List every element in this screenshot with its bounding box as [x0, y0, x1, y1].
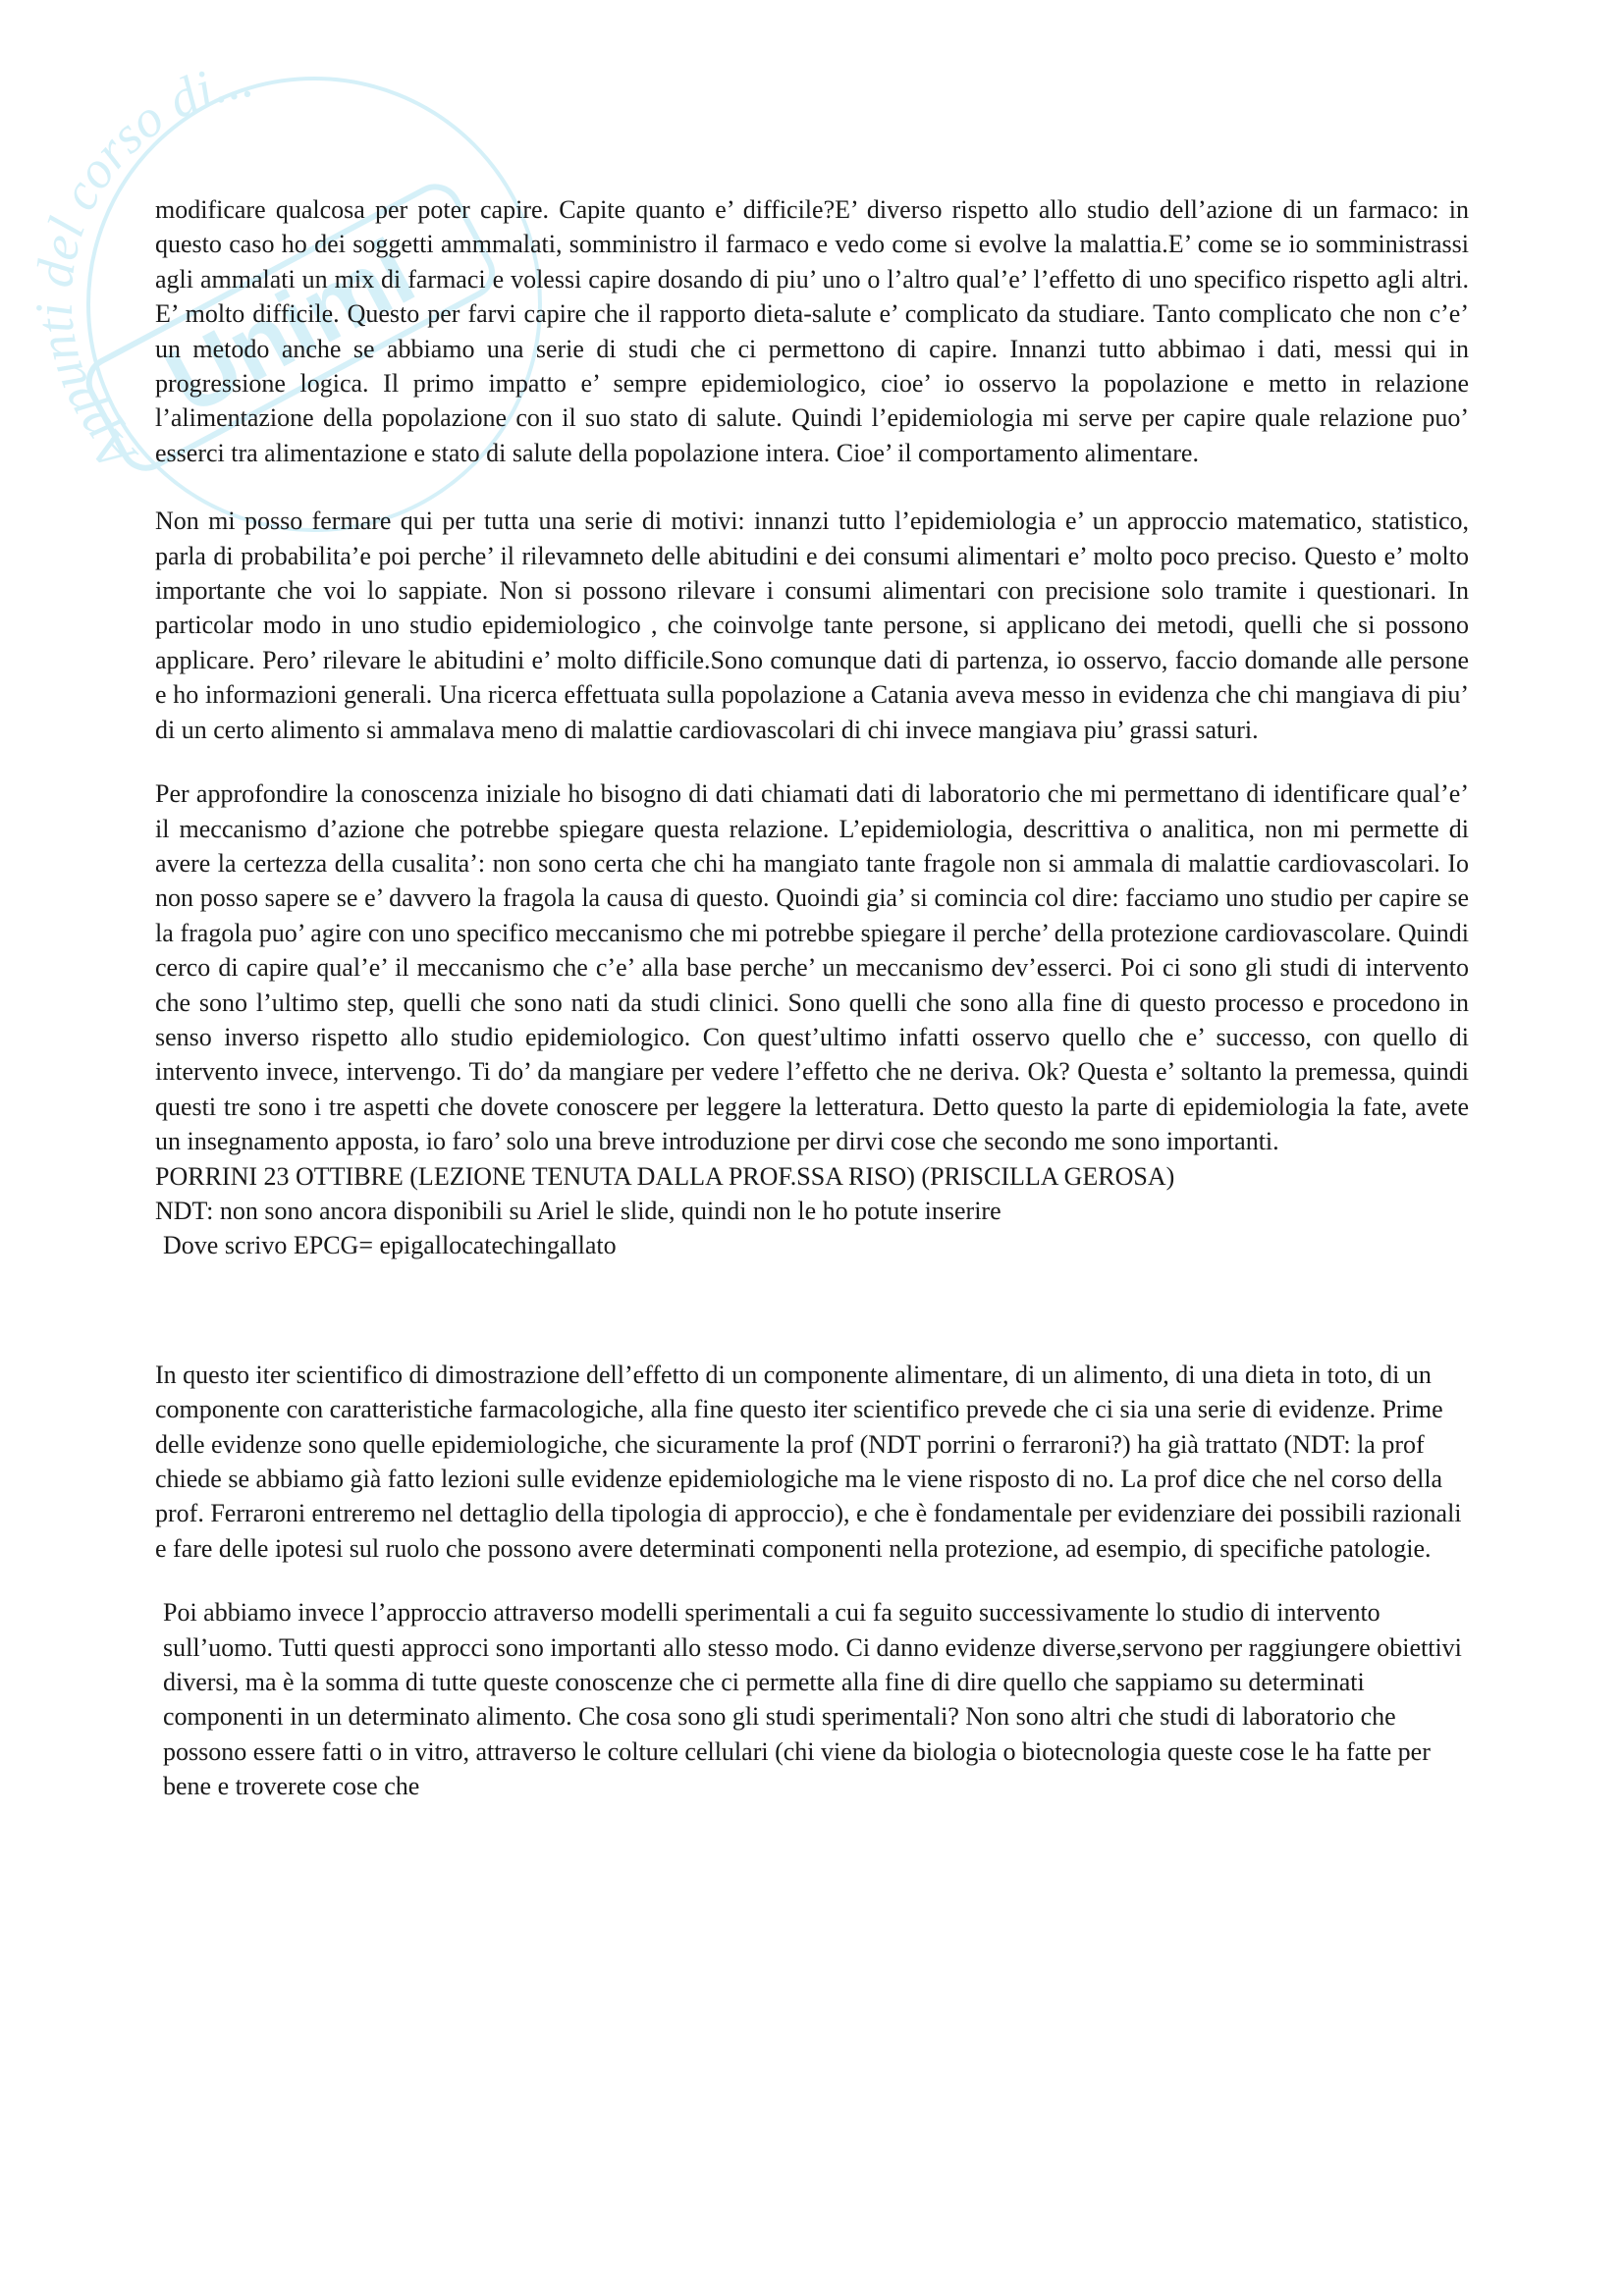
document-body [155, 192, 1469, 1804]
paragraph-2: Non mi posso fermare qui per tutta una serie di motivi: innanzi tutto l’epidemiologia e’ un approccio matematico, statistico, parla di probabilita’e poi perche’ il rilevamneto delle abitudini e dei consumi alimentari e’ molto poco preciso. Questo e’ molto importante che voi lo sappiate. Non si possono rilevare i consumi alimentari con precisione solo tramite i questionari. In particolar modo in uno studio epidemiologico , che coinvolge tante persone, si applicano dei metodi, quelli che si possono applicare. Pero’ rilevare le abitudini e’ molto difficile.Sono comunque dati di partenza, io osservo, faccio domande alle persone e ho informazioni generali. Una ricerca effettuata sulla popolazione a Catania aveva messo in evidenza che chi mangiava di piu’ di un certo alimento si ammalava meno di malattie cardiovascolari di chi invece mangiava piu’ grassi saturi. [155, 507, 1469, 744]
watermark-logo-text: Unimi [149, 219, 431, 435]
ndt-note: NDT: non sono ancora disponibili su Ariel le slide, quindi non le ho potute inserire [155, 1196, 1001, 1225]
watermark-ring-text: Appunti del corso di... [24, 48, 257, 485]
lecture-heading: PORRINI 23 OTTIBRE (LEZIONE TENUTA DALLA PROF.SSA RISO) (PRISCILLA GEROSA) [155, 1161, 1175, 1191]
paragraph-1: modificare qualcosa per poter capire. Capite quanto e’ difficile?E’ diverso rispetto allo studio dell’azione di un farmaco: in questo caso ho dei soggetti ammmalati, somministro il farmaco e vedo come si evolve la malattia.E’ come se io somministrassi agli ammalati un mix di farmaci e volessi capire dosando di piu’ uno o l’altro qual’e’ l’effetto di uno specifico rispetto agli altri. E’ molto difficile. Questo per farvi capire che il rapporto dieta-salute e’ complicato da studiare. Tanto complicato che non c’e’ un metodo anche se abbiamo una serie di studi che ci permettono di capire. Innanzi tutto abbimao i dati, messi qui in progressione logica. Il primo impatto e’ sempre epidemiologico, cioe’ io osservo la popolazione e metto in relazione l’alimentazione della popolazione con il suo stato di salute. Quindi l’epidemiologia mi serve per capire quale relazione puo’ esserci tra alimentazione e stato di salute della popolazione intera. Cioe’ il comportamento alimentare. [155, 195, 1469, 467]
paragraph-4: In questo iter scientifico di dimostrazione dell’effetto di un componente alimentare, di un alimento, di una dieta in toto, di un componente con caratteristiche farmacologiche, alla fine questo iter scientifico prevede che ci sia una serie di evidenze. Prime delle evidenze sono quelle epidemiologiche, che sicuramente la prof (NDT porrini o ferraroni?) ha già trattato (NDT: la prof chiede se abbiamo già fatto lezioni sulle evidenze epidemiologiche ma le viene risposto di no. La prof dice che nel corso della prof. Ferraroni entreremo nel dettaglio della tipologia di approccio), e che è fondamentale per evidenziare dei possibili razionali e fare delle ipotesi sul ruolo che possono avere determinati componenti nella protezione, ad esempio, di specifiche patologie. [155, 1360, 1462, 1563]
paragraph-5: Poi abbiamo invece l’approccio attraverso modelli sperimentali a cui fa seguito successivamente lo studio di intervento sull’uomo. Tutti questi approcci sono importanti allo stesso modo. Ci danno evidenze diverse,servono per raggiungere obiettivi diversi, ma è la somma di tutte queste conoscenze che ci permette alla fine di dire quello che sappiamo su determinati componenti in un determinato alimento. Che cosa sono gli studi sperimentali? Non sono altri che studi di laboratorio che possono essere fatti o in vitro, attraverso le colture cellulari (chi viene da biologia o biotecnologia queste cose le ha fatte per bene e troverete cose che [163, 1598, 1462, 1801]
epcg-note: Dove scrivo EPCG= epigallocatechingallato [163, 1231, 617, 1260]
paragraph-3: Per approfondire la conoscenza iniziale ho bisogno di dati chiamati dati di laboratorio che mi permettano di identificare qual’e’ il meccanismo d’azione che potrebbe spiegare questa relazione. L’epidemiologia, descrittiva o analitica, non mi permette di avere la certezza della cusalita’: non sono certa che chi ha mangiato tante fragole non si ammala di malattie cardiovascolari. Io non posso sapere se e’ davvero la fragola la causa di questo. Quoindi gia’ si comincia col dire: facciamo uno studio per capire se la fragola puo’ agire con uno specifico meccanismo che mi potrebbe spiegare il perche’ della protezione cardiovascolare. Quindi cerco di capire qual’e’ il meccanismo che c’e’ alla base perche’ un meccanismo dev’esserci. Poi ci sono gli studi di intervento che sono l’ultimo step, quelli che sono nati da studi clinici. Sono quelli che sono alla fine di questo processo e procedono in senso inverso rispetto allo studio epidemiologico. Con quest’ultimo infatti osservo quello che e’ successo, con quello di intervento invece, intervengo. Ti do’ da mangiare per vedere l’effetto che ne deriva. Ok? Questa e’ soltanto la premessa, quindi questi tre sono i tre aspetti che dovete conoscere per leggere la letteratura. Detto questo la parte di epidemiologia la fate, avete un insegnamento apposta, io faro’ solo una breve introduzione per dirvi cose che secondo me sono importanti. [155, 779, 1469, 1156]
